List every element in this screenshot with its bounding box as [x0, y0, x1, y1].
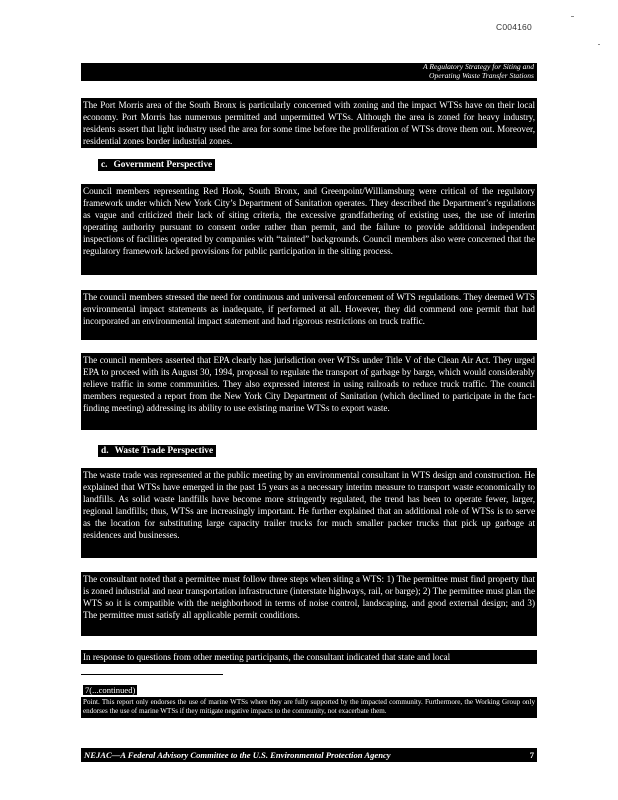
paragraph-council-critical: Council members representing Red Hook, South Bronx, and Greenpoint/Williamsburg were critical of the regulatory framework under which New York City’s Department of Sanitation operates. They described the Department’s regulations as vague and criticized their lack of siting criteria, the excessive grandfathering of existing uses, the use of interim operating authority pursuant to consent order rather than permit, and the failure to provide additional independent inspections of facilities operated by companies with “tainted” backgrounds. Council members also were concerned that the regulatory framework lacked provisions for public participation in the siting process.	[81, 184, 537, 275]
heading-label: d.	[101, 446, 109, 456]
paragraph-port-morris: The Port Morris area of the South Bronx is particularly concerned with zoning and the impact WTSs have on their local economy. Port Morris has numerous permitted and unpermitted WTSs. Although the area is zoned for heavy industry, residents assert that light industry used the area for some time before the proliferation of WTSs drove them out. Moreover, residential zones border industrial zones.	[83, 100, 535, 147]
heading-label: c.	[101, 160, 108, 170]
running-header	[81, 63, 537, 81]
paragraph-enforcement: The council members stressed the need for continuous and universal enforcement of WTS regulations. They deemed WTS environmental impact statements as inadequate, if performed at all. However, they did commend one permit that had incorporated an environmental impact statement and had rigorous restrictions on truck traffic.	[81, 290, 537, 340]
document-id: C004160	[496, 22, 532, 32]
paragraph-three-steps: The consultant noted that a permittee must follow three steps when siting a WTS: 1) The permittee must find property that is zoned industrial and near transportation infrastructure (interstate highways, rail, or barge); 2) The permittee must plan the WTS so it is compatible with the neighborhood in terms of noise control, landscaping, and good external design; and 3) The permittee must satisfy all applicable permit conditions.	[81, 572, 537, 636]
footnote-text: Point. This report only endorses the use of marine WTSs where they are fully supported by the impacted community. Furthermore, the Working Group only endorses the use of marine WTSs if they mitigate negative impacts to the community, not exacerbate them.	[81, 697, 537, 718]
section-heading-waste-trade	[98, 445, 216, 457]
heading-text: Government Perspective	[113, 160, 213, 170]
paragraph-consultant-response: In response to questions from other meeting participants, the consultant indicated that state and local	[81, 650, 537, 664]
page-footer	[81, 748, 537, 762]
paragraph-waste-trade: The waste trade was represented at the public meeting by an environmental consultant in WTS design and construction. He explained that WTSs have emerged in the past 15 years as a necessary interim measure to transport waste economically to landfills. As solid waste landfills have become more stringently regulated, the trend has been to operate fewer, larger, regional landfills; thus, WTSs are increasingly important. He further explained that an additional role of WTSs is to serve as the location for substituting large capacity trailer trucks for much smaller packer trucks that pick up garbage at residences and businesses.	[81, 468, 537, 558]
running-header-line1: A Regulatory Strategy for Siting and	[422, 62, 534, 71]
section-heading-government	[98, 159, 215, 171]
footnote-marker: 7(...continued)	[85, 685, 136, 695]
page-number: 7	[529, 750, 534, 760]
scan-speck	[598, 44, 600, 45]
scan-speck	[571, 16, 574, 17]
footer-title: NEJAC—A Federal Advisory Committee to the U.S. Environmental Protection Agency	[84, 750, 391, 760]
heading-text: Waste Trade Perspective	[114, 446, 214, 456]
running-header-line2: Operating Waste Transfer Stations	[429, 70, 534, 80]
paragraph-epa-jurisdiction: The council members asserted that EPA clearly has jurisdiction over WTSs under Title V of the Clean Air Act. They urged EPA to proceed with its August 30, 1994, proposal to regulate the transport of garbage by barge, which would considerably relieve traffic in some communities. They also expressed interest in using railroads to reduce truck traffic. The council members requested a report from the New York City Department of Sanitation (which declined to participate in the fact-finding meeting) addressing its ability to use existing marine WTSs to export waste.	[81, 353, 537, 430]
footnote-divider	[81, 674, 223, 675]
